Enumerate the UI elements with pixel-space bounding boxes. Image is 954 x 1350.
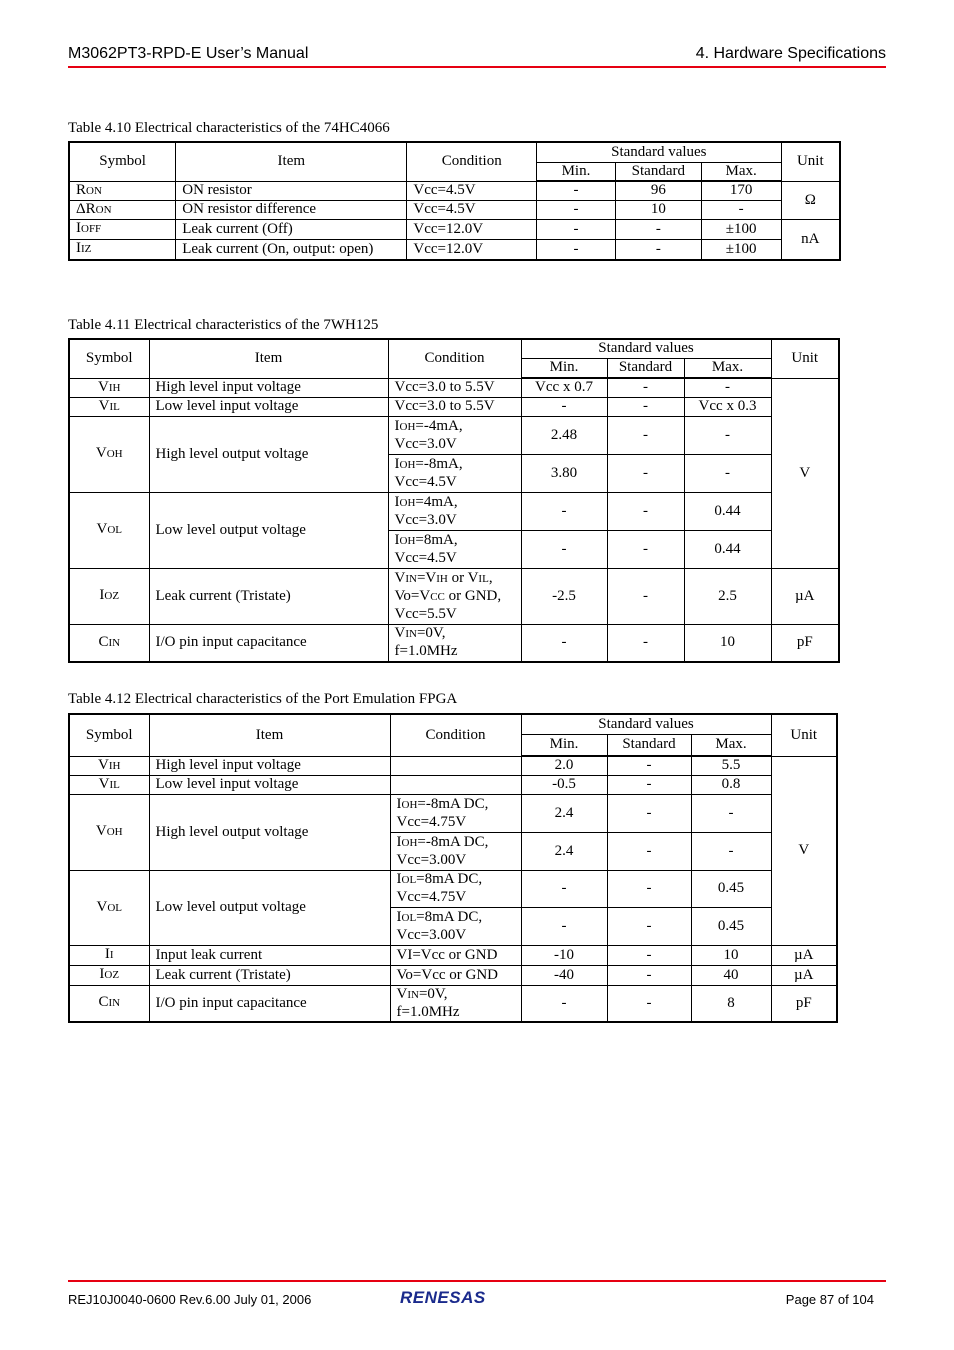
condition-cell — [390, 756, 521, 775]
condition-cell: VIN=0V, f=1.0MHz — [390, 985, 521, 1022]
min-cell: - — [521, 870, 607, 907]
max-cell: 8 — [691, 985, 771, 1022]
symbol-cell: RON — [69, 181, 176, 200]
condition-cell: IOH=4mA, Vcc=3.0V — [388, 492, 521, 530]
renesas-logo — [398, 1286, 512, 1313]
table2 — [68, 338, 840, 663]
item-cell: Leak current (Off) — [176, 219, 407, 239]
table-row — [69, 985, 837, 1022]
t3-head-item: Item — [149, 714, 390, 756]
standard-cell: - — [607, 530, 684, 568]
standard-cell: - — [607, 378, 684, 397]
unit-cell: nA — [781, 219, 840, 260]
min-cell: - — [537, 200, 616, 219]
header-manual-title: M3062PT3-RPD-E User’s Manual — [68, 45, 309, 62]
symbol-cell: VIH — [69, 756, 149, 775]
symbol-cell: ΔRON — [69, 200, 176, 219]
symbol-cell: CIN — [69, 624, 149, 662]
symbol-cell: IOFF — [69, 219, 176, 239]
t2-head-standard: Standard — [607, 358, 684, 378]
item-cell: I/O pin input capacitance — [149, 624, 388, 662]
max-cell: ±100 — [701, 239, 781, 260]
max-cell: 40 — [691, 965, 771, 985]
footer-page-number: Page 87 of 104 — [785, 1292, 874, 1307]
t1-head-item: Item — [176, 142, 407, 181]
max-cell: - — [691, 832, 771, 870]
table-row — [69, 624, 839, 662]
symbol-cell: IOZ — [69, 568, 149, 624]
table-row — [69, 200, 840, 219]
t2-head-min: Min. — [521, 358, 607, 378]
standard-cell: - — [607, 965, 691, 985]
t3-head-min: Min. — [521, 734, 607, 756]
item-cell: Low level output voltage — [149, 870, 390, 945]
symbol-cell: VOH — [69, 794, 149, 870]
t1-head-condition: Condition — [407, 142, 537, 181]
condition-cell: Vcc=12.0V — [407, 239, 537, 260]
max-cell: - — [691, 794, 771, 832]
item-cell: Low level input voltage — [149, 397, 388, 416]
table-row — [69, 239, 840, 260]
min-cell: - — [521, 397, 607, 416]
standard-cell: - — [607, 775, 691, 794]
item-cell: Leak current (On, output: open) — [176, 239, 407, 260]
standard-cell: - — [607, 794, 691, 832]
item-cell: High level output voltage — [149, 794, 390, 870]
item-cell: I/O pin input capacitance — [149, 985, 390, 1022]
condition-cell: IOL=8mA DC, Vcc=4.75V — [390, 870, 521, 907]
item-cell: High level input voltage — [149, 756, 390, 775]
unit-cell: V — [771, 756, 837, 945]
table-row — [69, 775, 837, 794]
unit-cell: pF — [771, 985, 837, 1022]
item-cell: Leak current (Tristate) — [149, 965, 390, 985]
symbol-cell: VIH — [69, 378, 149, 397]
table2-caption: Table 4.11 Electrical characteristics of the 7WH125 — [68, 317, 379, 333]
standard-cell: - — [607, 945, 691, 965]
t1-head-max: Max. — [701, 162, 781, 181]
table-row — [69, 870, 837, 907]
max-cell: 10 — [691, 945, 771, 965]
min-cell: - — [521, 530, 607, 568]
max-cell: 170 — [701, 181, 781, 200]
min-cell: -0.5 — [521, 775, 607, 794]
t2-head-item: Item — [149, 339, 388, 378]
symbol-cell: VIL — [69, 775, 149, 794]
table-row — [69, 219, 840, 239]
min-cell: - — [521, 492, 607, 530]
min-cell: 2.4 — [521, 832, 607, 870]
symbol-cell: VOL — [69, 870, 149, 945]
max-cell: 0.44 — [684, 530, 771, 568]
condition-cell: Vcc=3.0 to 5.5V — [388, 397, 521, 416]
logo-wordmark: RENESAS — [400, 1288, 486, 1307]
table-row — [69, 181, 840, 200]
item-cell: Leak current (Tristate) — [149, 568, 388, 624]
standard-cell: - — [615, 239, 701, 260]
standard-cell: - — [607, 870, 691, 907]
condition-cell — [390, 775, 521, 794]
symbol-cell: IIZ — [69, 239, 176, 260]
condition-cell: Vcc=4.5V — [407, 181, 537, 200]
symbol-cell: VIL — [69, 397, 149, 416]
item-cell: ON resistor difference — [176, 200, 407, 219]
table-row — [69, 756, 837, 775]
condition-cell: VIN=0V, f=1.0MHz — [388, 624, 521, 662]
table-row — [69, 965, 837, 985]
table1 — [68, 141, 841, 261]
condition-cell: IOH=-8mA, Vcc=4.5V — [388, 454, 521, 492]
item-cell: Input leak current — [149, 945, 390, 965]
t3-head-symbol: Symbol — [69, 714, 149, 756]
max-cell: 0.45 — [691, 870, 771, 907]
condition-cell: IOL=8mA DC, Vcc=3.00V — [390, 907, 521, 945]
condition-cell: VIN=VIH or VIL, Vo=VCC or GND, Vcc=5.5V — [388, 568, 521, 624]
unit-cell: Ω — [781, 181, 840, 219]
item-cell: High level input voltage — [149, 378, 388, 397]
max-cell: - — [684, 416, 771, 454]
max-cell: ±100 — [701, 219, 781, 239]
condition-cell: Vcc=12.0V — [407, 219, 537, 239]
condition-cell: Vcc=3.0 to 5.5V — [388, 378, 521, 397]
t1-head-min: Min. — [537, 162, 616, 181]
max-cell: 5.5 — [691, 756, 771, 775]
max-cell: - — [701, 200, 781, 219]
symbol-cell: II — [69, 945, 149, 965]
header-section-title: 4. Hardware Specifications — [695, 45, 886, 62]
standard-cell: 10 — [615, 200, 701, 219]
condition-cell: IOH=-8mA DC, Vcc=3.00V — [390, 832, 521, 870]
max-cell: - — [684, 378, 771, 397]
max-cell: - — [684, 454, 771, 492]
standard-cell: - — [607, 985, 691, 1022]
condition-cell: VI=Vcc or GND — [390, 945, 521, 965]
standard-cell: - — [607, 568, 684, 624]
min-cell: 3.80 — [521, 454, 607, 492]
min-cell: - — [521, 985, 607, 1022]
min-cell: -2.5 — [521, 568, 607, 624]
standard-cell: - — [607, 492, 684, 530]
t3-head-condition: Condition — [390, 714, 521, 756]
t1-head-standard-values: Standard values — [537, 142, 781, 162]
condition-cell: IOH=-4mA, Vcc=3.0V — [388, 416, 521, 454]
standard-cell: - — [607, 454, 684, 492]
t1-head-symbol: Symbol — [69, 142, 176, 181]
symbol-cell: VOL — [69, 492, 149, 568]
t2-head-symbol: Symbol — [69, 339, 149, 378]
min-cell: Vcc x 0.7 — [521, 378, 607, 397]
item-cell: Low level input voltage — [149, 775, 390, 794]
unit-cell: µA — [771, 945, 837, 965]
min-cell: 2.4 — [521, 794, 607, 832]
standard-cell: - — [607, 756, 691, 775]
t2-head-unit: Unit — [771, 339, 839, 378]
condition-cell: IOH=8mA, Vcc=4.5V — [388, 530, 521, 568]
t2-head-max: Max. — [684, 358, 771, 378]
table-row — [69, 794, 837, 832]
table3 — [68, 713, 838, 1023]
t1-head-unit: Unit — [781, 142, 840, 181]
t2-head-condition: Condition — [388, 339, 521, 378]
unit-cell: µA — [771, 568, 839, 624]
table1-caption: Table 4.10 Electrical characteristics of the 74HC4066 — [68, 120, 390, 136]
max-cell: 0.45 — [691, 907, 771, 945]
min-cell: 2.48 — [521, 416, 607, 454]
min-cell: -10 — [521, 945, 607, 965]
item-cell: High level output voltage — [149, 416, 388, 492]
standard-cell: - — [607, 907, 691, 945]
standard-cell: - — [607, 624, 684, 662]
unit-cell: V — [771, 378, 839, 568]
table-row — [69, 492, 839, 530]
t1-head-standard: Standard — [615, 162, 701, 181]
standard-cell: - — [607, 416, 684, 454]
min-cell: - — [537, 181, 616, 200]
table-row — [69, 397, 839, 416]
standard-cell: - — [607, 832, 691, 870]
header-rule — [68, 66, 886, 68]
item-cell: Low level output voltage — [149, 492, 388, 568]
item-cell: ON resistor — [176, 181, 407, 200]
standard-cell: - — [607, 397, 684, 416]
min-cell: - — [537, 219, 616, 239]
table-row — [69, 568, 839, 624]
table3-caption: Table 4.12 Electrical characteristics of the Port Emulation FPGA — [68, 691, 458, 707]
min-cell: -40 — [521, 965, 607, 985]
t3-head-unit: Unit — [771, 714, 837, 756]
max-cell: 10 — [684, 624, 771, 662]
unit-cell: pF — [771, 624, 839, 662]
standard-cell: 96 — [615, 181, 701, 200]
condition-cell: Vcc=4.5V — [407, 200, 537, 219]
condition-cell: IOH=-8mA DC, Vcc=4.75V — [390, 794, 521, 832]
table-row — [69, 416, 839, 454]
symbol-cell: VOH — [69, 416, 149, 492]
max-cell: Vcc x 0.3 — [684, 397, 771, 416]
t3-head-standard-values: Standard values — [521, 714, 771, 734]
footer-document-id: REJ10J0040-0600 Rev.6.00 July 01, 2006 — [68, 1292, 312, 1307]
symbol-cell: IOZ — [69, 965, 149, 985]
max-cell: 0.8 — [691, 775, 771, 794]
min-cell: - — [537, 239, 616, 260]
max-cell: 0.44 — [684, 492, 771, 530]
unit-cell: µA — [771, 965, 837, 985]
table-row — [69, 378, 839, 397]
max-cell: 2.5 — [684, 568, 771, 624]
footer-rule — [68, 1280, 886, 1282]
symbol-cell: CIN — [69, 985, 149, 1022]
t3-head-max: Max. — [691, 734, 771, 756]
table-row — [69, 945, 837, 965]
condition-cell: Vo=Vcc or GND — [390, 965, 521, 985]
standard-cell: - — [615, 219, 701, 239]
min-cell: 2.0 — [521, 756, 607, 775]
min-cell: - — [521, 907, 607, 945]
t3-head-standard: Standard — [607, 734, 691, 756]
t2-head-standard-values: Standard values — [521, 339, 771, 358]
min-cell: - — [521, 624, 607, 662]
